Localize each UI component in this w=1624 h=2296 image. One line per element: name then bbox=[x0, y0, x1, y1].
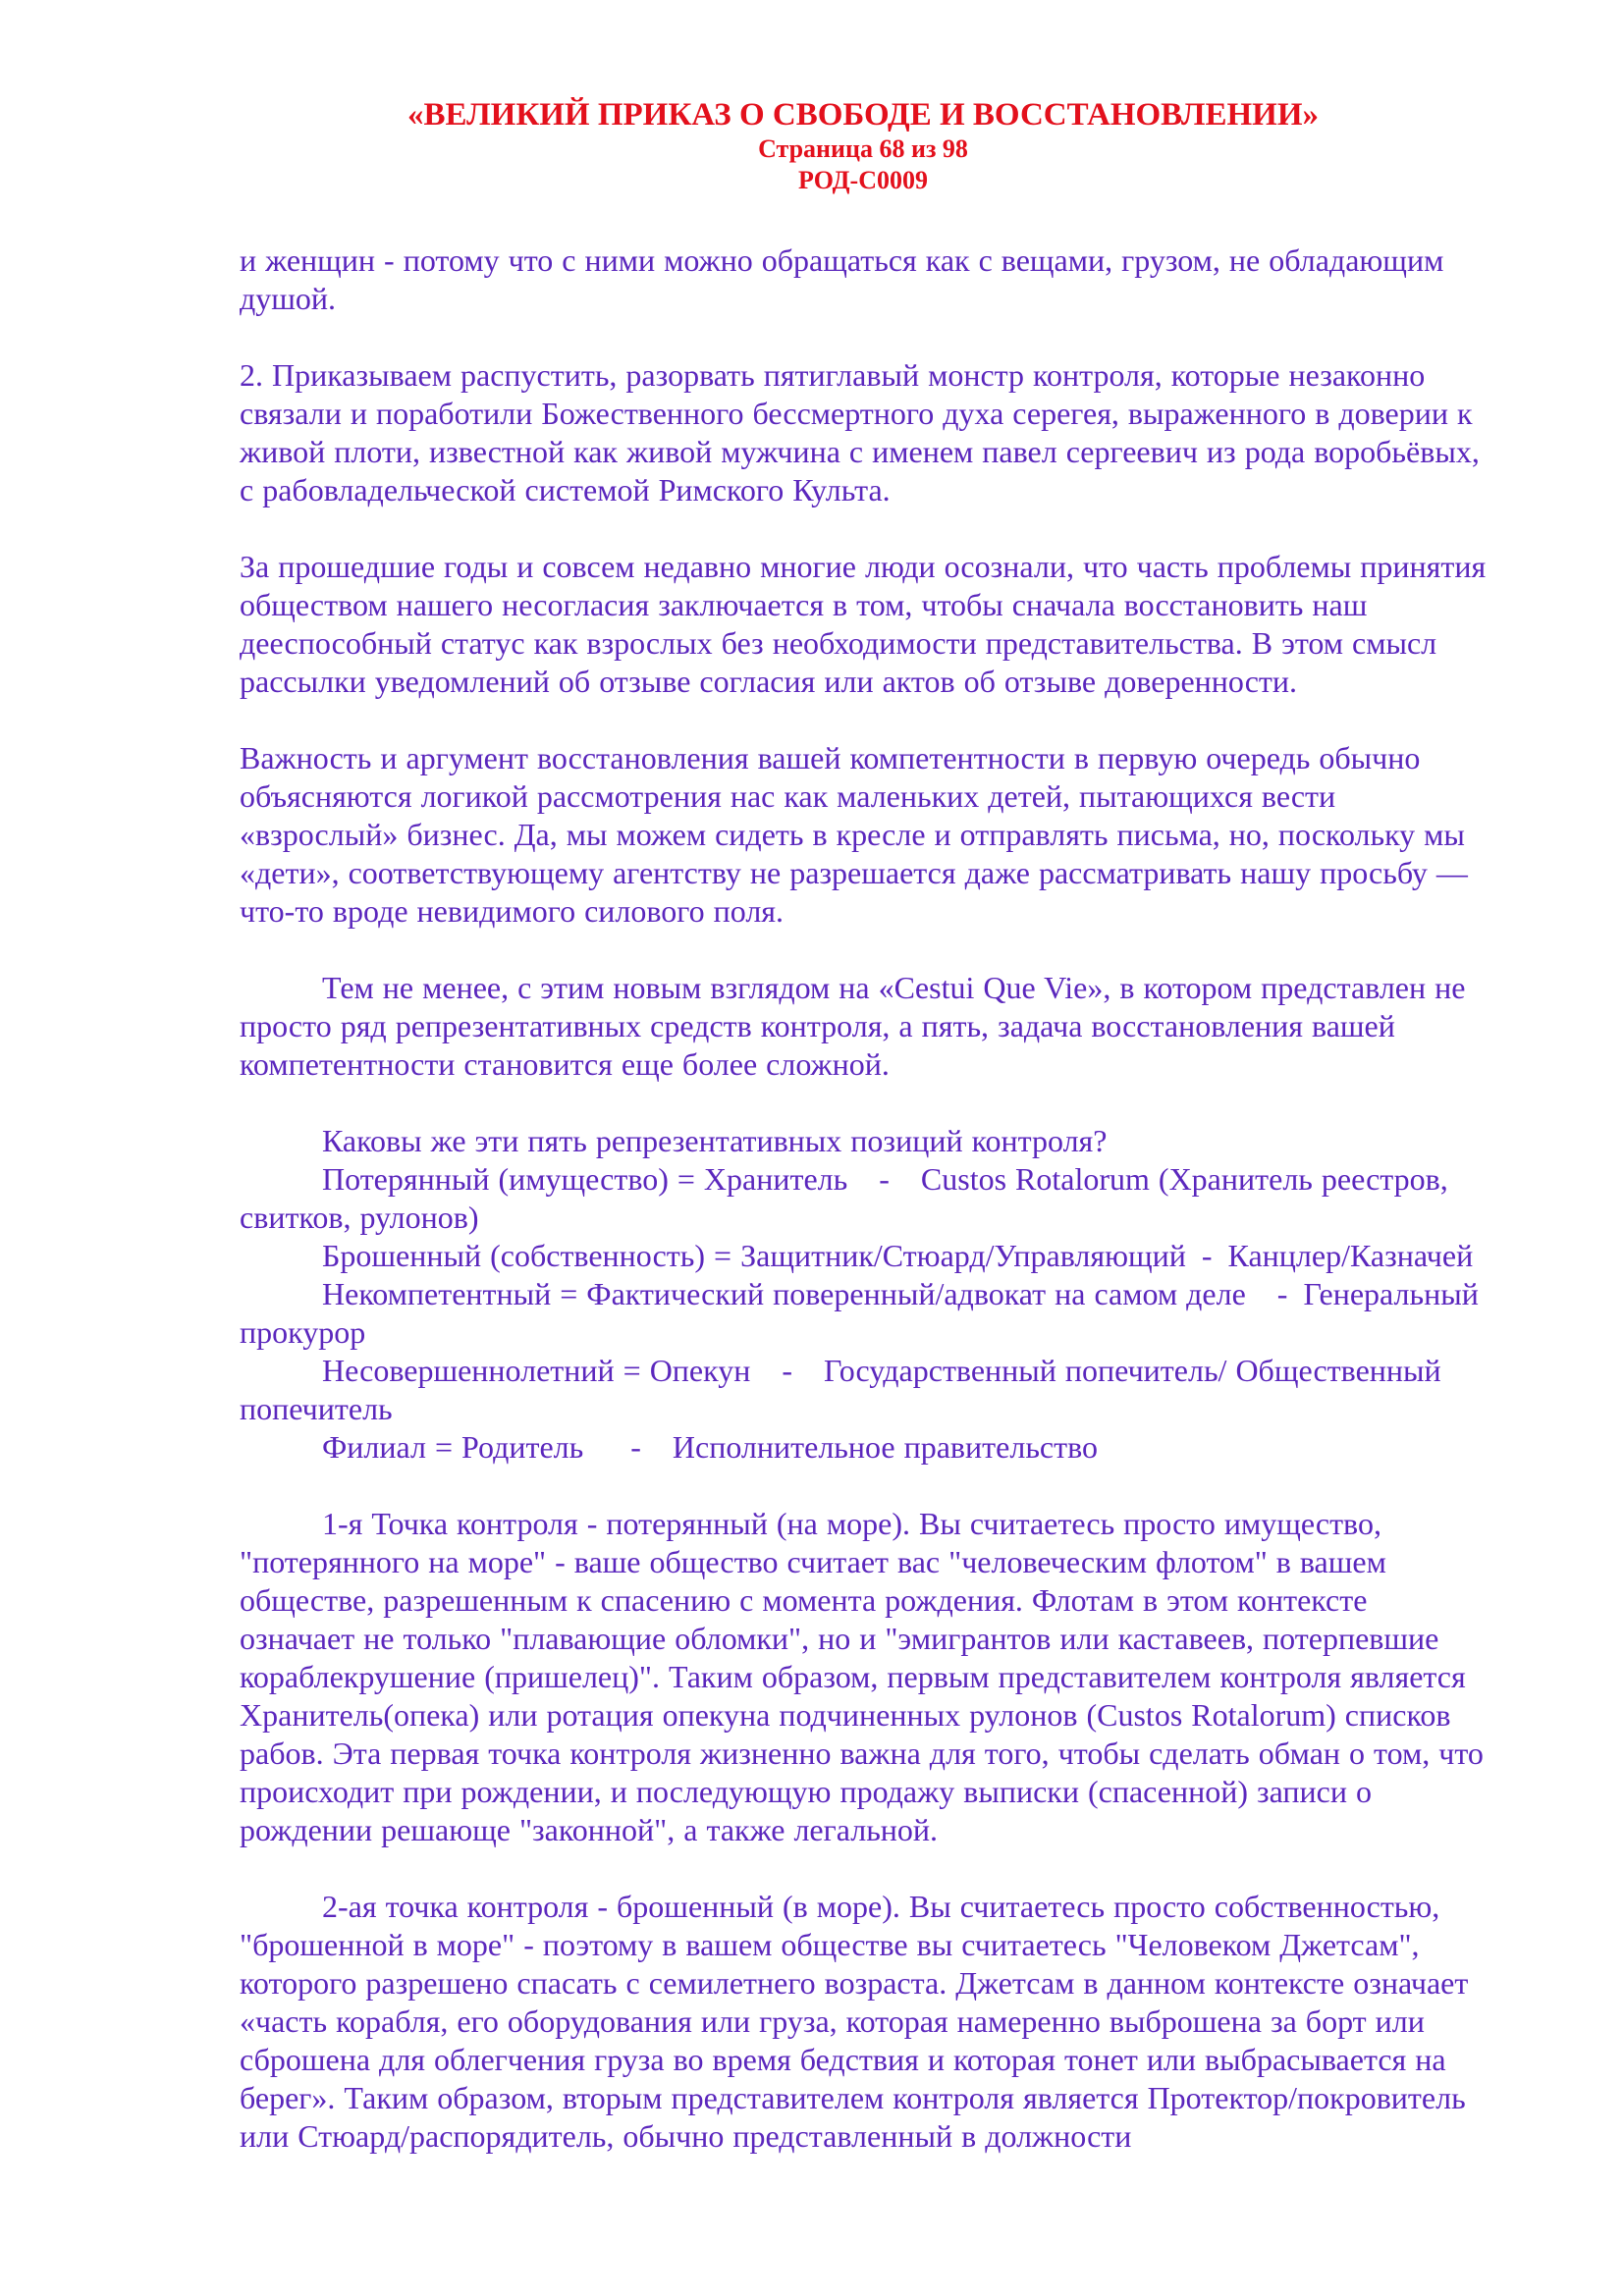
control-position-item-abandoned: Брошенный (собственность) = Защитник/Стюард/Управляющий - Канцлер/Казначей bbox=[322, 1238, 1474, 1273]
paragraph-women-cargo: и женщин - потому что с ними можно обращаться как с вещами, грузом, не обладающим душой. bbox=[240, 242, 1444, 316]
paragraph-control-point-2: 2-ая точка контроля - брошенный (в море). Вы считаетесь просто собственностью, "брошенной в море" - поэтому в вашем обществе вы считаетесь "Человеком Джетсам", которого разрешено спасать с семилетнего возраста. Джетсам в данном контексте означает «часть корабля, его оборудования или груза, которая намеренно выброшена за борт или сброшена для облегчения груза во время бедствия и которая тонет или выбрасывается на берег». Таким образом, вторым представителем контроля является Протектор/покровитель или Стюард/распорядитель, обычно представленный в должности bbox=[240, 1889, 1469, 2154]
paragraph-control-point-1: 1-я Точка контроля - потерянный (на море). Вы считаетесь просто имущество, "потерянного на море" - ваше общество считает вас "человеческим флотом" в вашем обществе, разрешенным к спасению с момента рождения. Флотам в этом контексте означает не только "плавающие обломки", но и "эмигрантов или каставеев, потерпевшие кораблекрушение (пришелец)". Таким образом, первым представителем контроля является Хранитель(опека) или ротация опекуна подчиненных рулонов (Custos Rotalorum) списков рабов. Эта первая точка контроля жизненно важна для того, чтобы сделать обман о том, что происходит при рождении, и последующую продажу выписки (спасенной) записи о рождении решающе "законной", а также легальной. bbox=[240, 1506, 1484, 1847]
paragraph-order-2: 2. Приказываем распустить, разорвать пятиглавый монстр контроля, которые незаконно связали и поработили Божественного бессмертного духа серегея, выраженного в доверии к живой плоти, известной как живой мужчина с именем павел сергеевич из рода воробьёвых, с рабовладельческой системой Римского Культа. bbox=[240, 357, 1480, 507]
control-position-item-incompetent: Некомпетентный = Фактический поверенный/адвокат на самом деле - Генеральный прокурор bbox=[240, 1276, 1479, 1350]
page-indicator: Страница 68 из 98 bbox=[758, 134, 968, 163]
document-title: «ВЕЛИКИЙ ПРИКАЗ О СВОБОДЕ И ВОССТАНОВЛЕНИИ» bbox=[406, 97, 1320, 133]
paragraph-competency-argument: Важность и аргумент восстановления вашей компетентности в первую очередь обычно объясняются логикой рассмотрения нас как маленьких детей, пытающихся вести «взрослый» бизнес. Да, мы можем сидеть в кресле и отправлять письма, но, поскольку мы «дети», соответствующему агентству не разрешается даже рассматривать нашу просьбу — что-то вроде невидимого силового поля. bbox=[240, 740, 1468, 929]
control-position-item-lost: Потерянный (имущество) = Хранитель - Custos Rotalorum (Хранитель реестров, свитков, рулонов) bbox=[240, 1161, 1448, 1235]
document-code: РОД-С0009 bbox=[798, 166, 928, 194]
control-position-item-branch: Филиал = Родитель - Исполнительное правительство bbox=[322, 1429, 1098, 1465]
paragraph-cestui-que-vie: Тем не менее, с этим новым взглядом на «Cestui Que Vie», в котором представлен не просто ряд репрезентативных средств контроля, а пять, задача восстановления вашей компетентности становится еще более сложной. bbox=[240, 970, 1466, 1082]
control-positions-question: Каковы же эти пять репрезентативных позиций контроля? bbox=[322, 1123, 1108, 1158]
document-header bbox=[240, 96, 1487, 196]
document-body bbox=[240, 241, 1487, 2156]
control-position-item-minor: Несовершеннолетний = Опекун - Государственный попечитель/ Общественный попечитель bbox=[240, 1353, 1441, 1426]
paragraph-past-years: За прошедшие годы и совсем недавно многие люди осознали, что часть проблемы принятия обществом нашего несогласия заключается в том, чтобы сначала восстановить наш дееспособный статус как взрослых без необходимости представительства. В этом смысл рассылки уведомлений об отзыве согласия или актов об отзыве доверенности. bbox=[240, 549, 1487, 699]
